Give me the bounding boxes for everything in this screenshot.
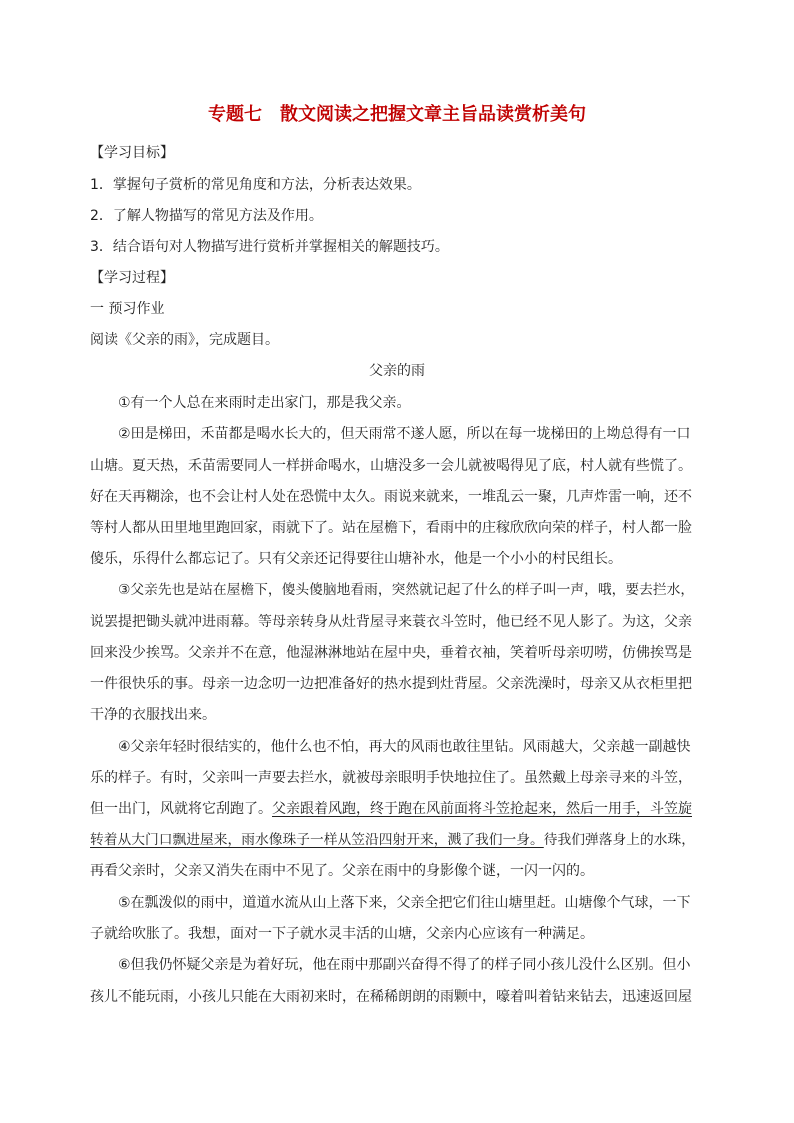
paragraph-line: 乐的样子。有时，父亲叫一声要去拦水，就被母亲眼明手快地拉住了。虽然戴上母亲寻来的斗笠， xyxy=(90,770,692,786)
paragraph-line: ③父亲先也是站在屋檐下，傻头傻脑地看雨，突然就记起了什么的样子叫一声，哦，要去拦水， xyxy=(118,582,695,598)
paragraph-line: 傻乐，乐得什么都忘记了。只有父亲还记得要往山塘补水，他是一个小小的村民组长。 xyxy=(90,551,622,567)
paragraph-line: 好在天再糊涂，也不会让村人处在恐慌中太久。雨说来就来，一堆乱云一聚，几声炸雷一响，还不 xyxy=(90,489,692,505)
goal-item: 2．了解人物描写的常见方法及作用。 xyxy=(90,208,323,224)
paragraph-line xyxy=(90,830,695,850)
paragraph-line: 一件很快乐的事。母亲一边念叨一边把准备好的热水提到灶背屋。父亲洗澡时，母亲又从衣柜里把 xyxy=(90,676,692,692)
section-heading-goals: 【学习目标】 xyxy=(90,145,174,161)
paragraph-line: 孩儿不能玩雨，小孩儿只能在大雨初来时，在稀稀朗朗的雨颗中，嚎着叫着钻来钻去，迅速返回屋 xyxy=(90,989,692,1005)
goal-item: 3．结合语句对人物描写进行赏析并掌握相关的解题技巧。 xyxy=(90,239,449,255)
article-title: 父亲的雨 xyxy=(369,363,425,379)
document-title: 专题七 散文阅读之把握文章主旨品读赏析美句 xyxy=(208,104,586,125)
plain-text: 但一出门，风就将它刮跑了。 xyxy=(90,801,272,817)
paragraph-line: 回来没少挨骂。父亲并不在意，他湿淋淋地站在屋中央，垂着衣袖，笑着听母亲叨唠，仿佛挨骂是 xyxy=(90,645,692,661)
paragraph-line: 山塘。夏天热，禾苗需要同人一样拼命喝水，山塘没多一会儿就被喝得见了底，村人就有些慌了。 xyxy=(90,458,692,474)
underlined-sentence: 转着从大门口飘进屋来，雨水像珠子一样从笠沿四射开来，溅了我们一身。 xyxy=(90,832,544,848)
goal-item: 1．掌握句子赏析的常见角度和方法，分析表达效果。 xyxy=(90,177,421,193)
section-heading-process: 【学习过程】 xyxy=(90,270,174,286)
paragraph-line: ②田是梯田，禾苗都是喝水长大的，但天雨常不遂人愿，所以在每一垅梯田的上坳总得有一口 xyxy=(118,426,691,442)
paragraph-line xyxy=(90,799,692,819)
sub-heading: 一 预习作业 xyxy=(90,301,165,317)
plain-text: 待我们弹落身上的水珠， xyxy=(543,832,696,848)
paragraph-line: ④父亲年轻时很结实的，他什么也不怕，再大的风雨也敢往里钻。风雨越大，父亲越一副越快 xyxy=(118,739,691,755)
paragraph-line: 干净的衣服找出来。 xyxy=(90,707,216,723)
instruction-text: 阅读《父亲的雨》，完成题目。 xyxy=(90,332,279,348)
paragraph-line: 等村人都从田里地里跑回家，雨就下了。站在屋檐下，看雨中的庄稼欣欣向荣的样子，村人都一脸 xyxy=(90,520,692,536)
paragraph-line: ①有一个人总在来雨时走出家门，那是我父亲。 xyxy=(118,395,411,411)
paragraph-line: 说罢提把锄头就冲进雨幕。等母亲转身从灶背屋寻来蓑衣斗笠时，他已经不见人影了。为这，父亲 xyxy=(90,614,692,630)
paragraph-line: 子就给吹胀了。我想，面对一下子就水灵丰活的山塘，父亲内心应该有一种满足。 xyxy=(90,926,594,942)
paragraph-line: ⑤在瓢泼似的雨中，道道水流从山上落下来，父亲全把它们往山塘里赶。山塘像个气球，一下 xyxy=(118,895,691,911)
paragraph-line: 再看父亲时，父亲又消失在雨中不见了。父亲在雨中的身影像个谜，一闪一闪的。 xyxy=(90,863,594,879)
paragraph-line: ⑥但我仍怀疑父亲是为着好玩，他在雨中那副兴奋得不得了的样子同小孩儿没什么区别。但小 xyxy=(118,957,691,973)
underlined-sentence: 父亲跟着风跑，终于跑在风前面将斗笠抢起来，然后一用手，斗笠旋 xyxy=(272,801,692,817)
